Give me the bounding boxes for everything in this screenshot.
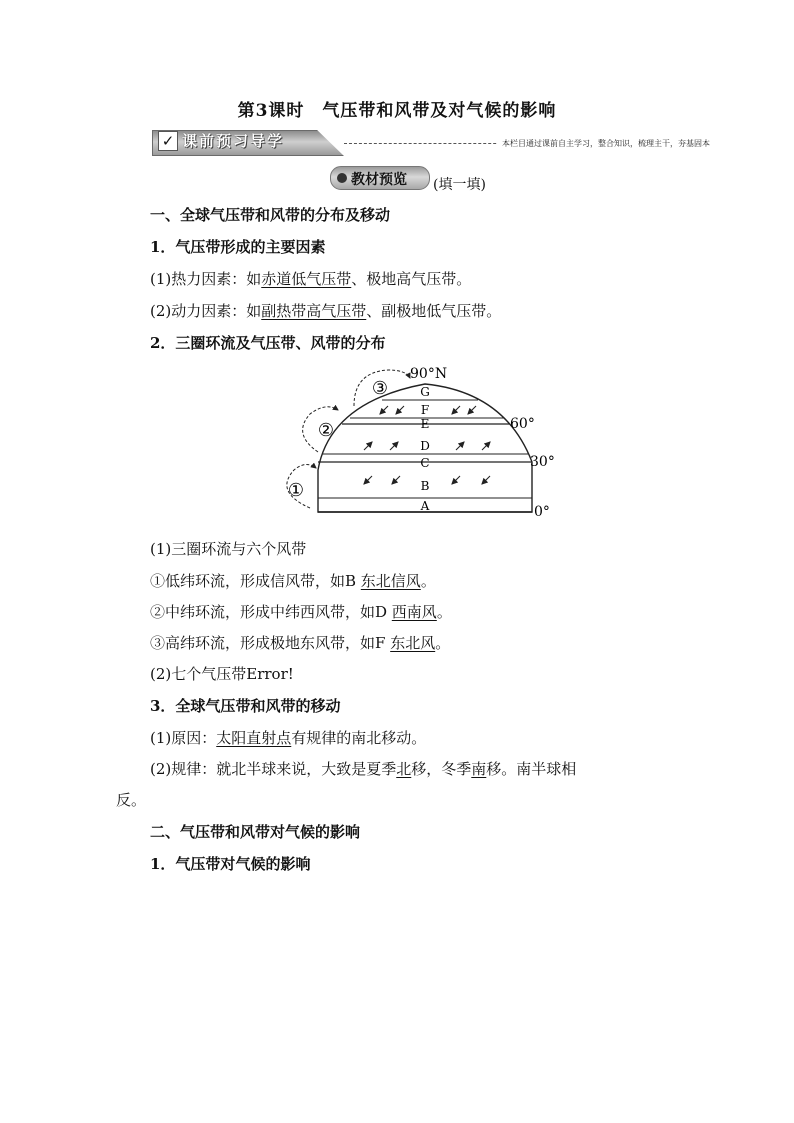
preview-badge [330, 166, 430, 190]
low-latitude-line [150, 570, 436, 591]
lat-label-60: 60° [510, 416, 535, 432]
rule-answer-south: 南 [471, 760, 487, 778]
reason-suffix: 有规律的南北移动。 [291, 729, 427, 747]
banner-note: 本栏目通过课前自主学习，整合知识，梳理主干，夯基固本 [498, 138, 710, 149]
thermal-factor-line [150, 268, 471, 289]
circulation-cells [287, 370, 410, 508]
wind-arrow-b2 [392, 476, 400, 484]
high-latitude-suffix: 。 [435, 634, 451, 652]
cell-label-1: ① [287, 480, 305, 501]
wind-arrow-b4 [482, 476, 490, 484]
belt-label-g: G [420, 385, 430, 399]
reason-answer: 太阳直射点 [216, 729, 292, 747]
rule-prefix: (2)规律：就北半球来说，大致是夏季 [150, 760, 397, 778]
wind-arrow-d1 [364, 442, 372, 450]
wind-arrow-f3 [452, 406, 460, 414]
wind-arrow-f1 [380, 406, 388, 414]
pressure-belts-line: (2)七个气压带Error! [150, 665, 294, 683]
rule-answer-north: 北 [396, 760, 412, 778]
thermal-prefix: (1)热力因素：如 [150, 270, 262, 288]
rule-line [150, 758, 576, 779]
section2-item1-heading: 1．气压带对气候的影响 [150, 855, 311, 873]
cell-label-3: ③ [371, 378, 389, 399]
item2-heading: 2．三圈环流及气压带、风带的分布 [150, 334, 386, 352]
dynamic-prefix: (2)动力因素：如 [150, 302, 262, 320]
wind-arrow-f4 [468, 406, 476, 414]
cell-label-2: ② [317, 420, 335, 441]
belt-label-b: B [420, 479, 430, 493]
rule-mid: 移，冬季 [411, 760, 472, 778]
checkmark-icon: ✓ [158, 131, 178, 151]
dynamic-factor-line [150, 300, 501, 321]
item3-heading: 3．全球气压带和风带的移动 [150, 697, 341, 715]
thermal-answer: 赤道低气压带 [261, 270, 352, 288]
belt-label-a: A [420, 499, 430, 513]
bullet-icon [337, 173, 347, 183]
wind-arrow-b3 [452, 476, 460, 484]
wind-arrow-f2 [396, 406, 404, 414]
rule-continuation: 反。 [116, 791, 147, 809]
wind-arrow-d2 [390, 442, 398, 450]
low-latitude-suffix: 。 [420, 572, 436, 590]
mid-latitude-prefix: ②中纬环流，形成中纬西风带，如D [150, 603, 392, 621]
preview-label: 教材预览 [351, 172, 407, 188]
belt-label-d: D [420, 439, 430, 453]
high-latitude-line [150, 632, 450, 653]
belt-label-f: F [420, 403, 430, 417]
section-banner [152, 128, 710, 156]
high-latitude-prefix: ③高纬环流，形成极地东风带，如F [150, 634, 391, 652]
thermal-suffix: 、极地高气压带。 [351, 270, 472, 288]
mid-latitude-suffix: 。 [436, 603, 452, 621]
dynamic-answer: 副热带高气压带 [261, 302, 367, 320]
section1-heading: 一、全球气压带和风带的分布及移动 [150, 206, 391, 224]
section2-heading: 二、气压带和风带对气候的影响 [150, 823, 361, 841]
low-latitude-answer: 东北信风 [360, 572, 421, 590]
high-latitude-answer: 东北风 [390, 634, 436, 652]
reason-line [150, 727, 426, 748]
page-title: 第3课时 气压带和风带及对气候的影响 [237, 101, 557, 121]
lat-label-30: 30° [530, 454, 555, 470]
mid-latitude-line [150, 601, 452, 622]
low-latitude-prefix: ①低纬环流，形成信风带，如B [150, 572, 361, 590]
lat-label-0: 0° [534, 504, 550, 520]
circulation-diagram [270, 362, 570, 522]
preview-suffix: (填一填) [433, 177, 486, 193]
reason-prefix: (1)原因： [150, 729, 217, 747]
item1-heading: 1．气压带形成的主要因素 [150, 238, 326, 256]
wind-arrow-d3 [456, 442, 464, 450]
belt-label-e: E [420, 417, 430, 431]
belt-label-c: C [420, 456, 430, 470]
subheading-three-cells: (1)三圈环流与六个风带 [150, 540, 307, 558]
wind-arrow-d4 [482, 442, 490, 450]
dynamic-suffix: 、副极地低气压带。 [366, 302, 502, 320]
mid-latitude-answer: 西南风 [391, 603, 437, 621]
banner-label: 课前预习导学 [182, 132, 285, 150]
wind-arrow-b1 [364, 476, 372, 484]
lat-label-90: 90°N [410, 366, 448, 382]
rule-suffix: 移。南半球相 [486, 760, 577, 778]
